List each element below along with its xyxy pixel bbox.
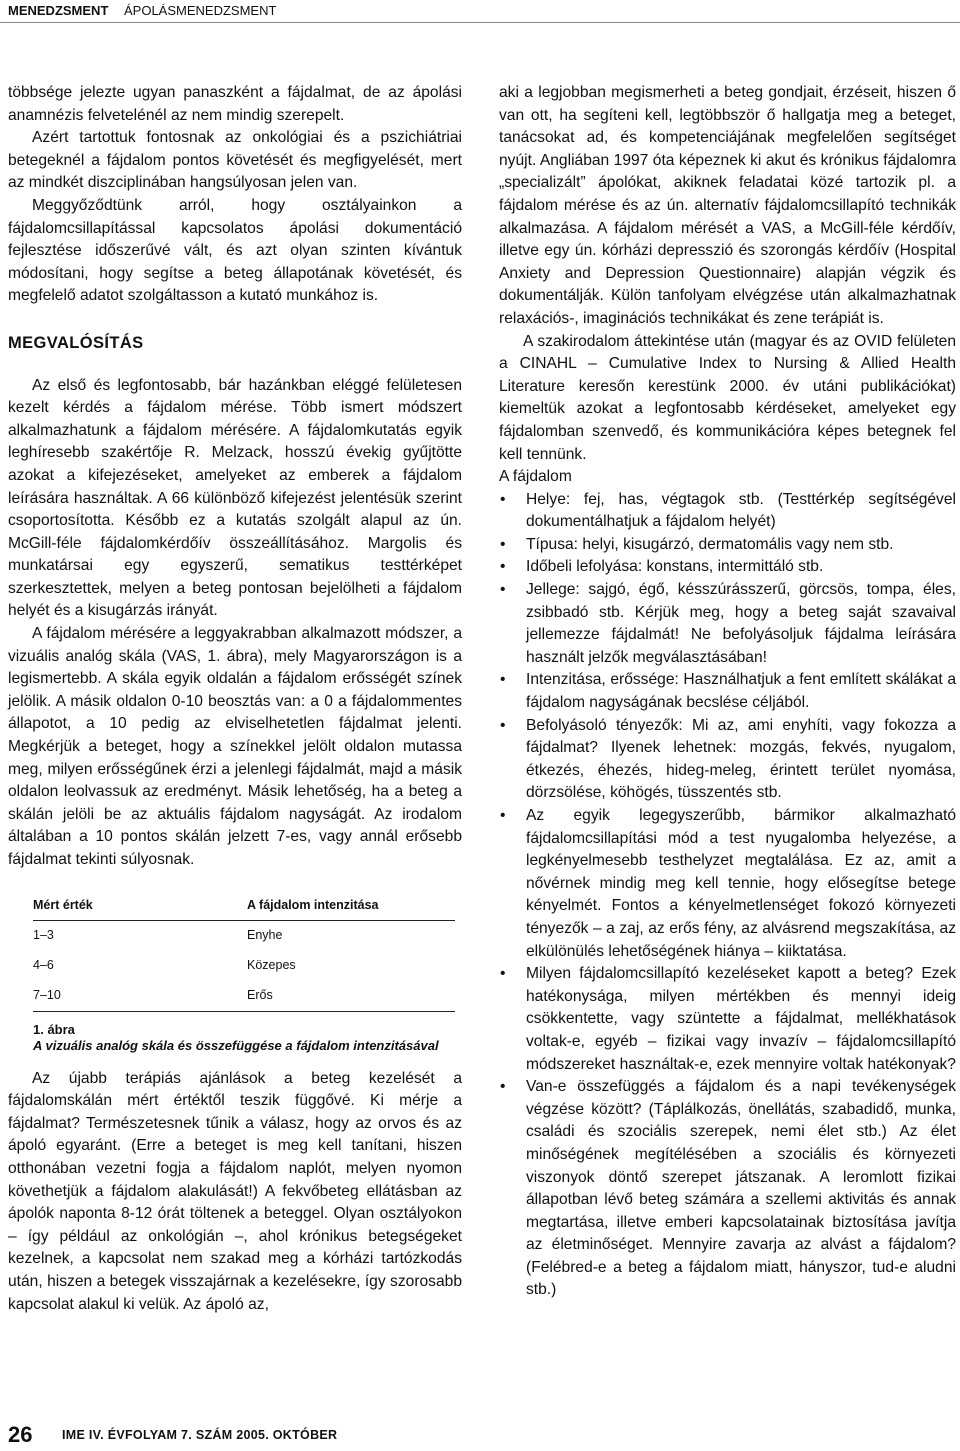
vas-value: 4–6 — [33, 958, 54, 973]
journal-info: IME IV. ÉVFOLYAM 7. SZÁM 2005. OKTÓBER — [62, 1428, 338, 1442]
right-column — [499, 82, 956, 1302]
vas-intensity: Enyhe — [247, 928, 283, 943]
list-item: • Időbeli lefolyása: konstans, intermittáló stb. — [499, 556, 956, 579]
list-item: • Intenzitása, erőssége: Használhatjuk a fent említett skálákat a fájdalom nagyságának becslése céljából. — [499, 669, 956, 714]
paragraph: A szakirodalom áttekintése után (magyar és az OVID felületen a CINAHL – Cumulative Index to Nursing & Allied Health Literature keresőn kerestünk 2000. év utáni publikációkat) kiemeltük azokat a legfontosabb kérdéseket, amelyeket egy fájdalomban szenvedő, és kommunikációra képes betegnek fel kell tennünk. — [499, 332, 956, 463]
paragraph: Az első és legfontosabb, bár hazánkban eléggé felületesen kezelt kérdés a fájdalom mérése. Több ismert módszert alkalmazhatunk a fájdalom mérésére. A fájdalomkutatás egyik leghíresebb szakértője R. Melzack, hosszú évekig gyűjtötte azokat a kifejezéseket, amelyeket az emberek a fájdalom leírására használtak. A 66 különböző kifejezést jelentésük szerint csoportosította. Később ez a kutatás szolgált alapul az ún. McGill-féle fájdalomkérdőív összeállításához. Margolis és munkatársai egy egyszerű, sematikus testtérképet szerkesztettek, melyen a beteg pontosan bejelölheti a fájdalom helyét és a kisugárzás irányát. — [8, 376, 462, 620]
header-section: MENEDZSMENT — [8, 3, 109, 18]
table-row — [33, 981, 455, 1012]
list-item: • Típusa: helyi, kisugárzó, dermatomális vagy nem stb. — [499, 534, 956, 557]
list-item: • Helye: fej, has, végtagok stb. (Testtérkép segítségével dokumentálhatjuk a fájdalom helyét) — [499, 489, 956, 534]
paragraph: többsége jelezte ugyan panaszként a fájdalmat, de az ápolási anamnézis felvetelénél az nem mindig szerepelt. — [8, 84, 462, 124]
table-row — [33, 951, 455, 981]
figure-vas-scale — [8, 892, 462, 1054]
list-heading: A fájdalom — [499, 468, 572, 486]
paragraph: Az újabb terápiás ajánlások a beteg kezelését a fájdalomskálán mért értéktől teszik függővé. Ki mérje a fájdalmat? Természetesnek tűnik a válasz, hogy az orvos és az ápoló egyaránt. (Erre a beteget is meg kell tanítani, hiszen otthonában vezetni fogja a fájdalom naplót, melyen nyomon követhetjük a fájdalom alakulását!) A fekvőbeteg ellátásban az ápolók naponta 8-12 órát töltenek a beteggel. Olyan osztályokon – így például az onkológián –, ahol krónikus betegségeket kezelnek, a kapcsolat nem szakad meg a kórházi tartózkodás után, hiszen a betegek visszajárnak a kezelésekre, így szorosabb kapcsolat alakul ki velük. Az ápoló az, — [8, 1069, 462, 1313]
left-column — [8, 82, 462, 1316]
figure-caption-text: A vizuális analóg skála és összefüggése a fájdalom intenzitásával — [33, 1037, 439, 1053]
list-item: • Az egyik legegyszerűbb, bármikor alkalmazható fájdalomcsillapítási mód a test nyugalomba helyezése, a legkényelmesebb testhelyzet megtalálása. Ez az, amit a nővérnek mindig meg kell tennie, hogy elősegítse betege kényelmét. Fontos a kényelmetlenséget fokozó környezeti tényezők – a zaj, az erős fény, az alvásrend megszakítása, az elkülönülés lehetőségének hiánya – kiiktatása. — [499, 805, 956, 963]
paragraph: A fájdalom mérésére a leggyakrabban alkalmazott módszer, a vizuális analóg skála (VAS, 1. ábra), mely Magyarországon is a legismertebb. A skála egyik oldalán a fájdalom erősségét színek jelölik. A másik oldalon 0-10 beosztás van: a 0 a fájdalommentes állapotot, a 10 pedig az elviselhetetlen fájdalmat jelenti. Megkérjük a beteget, hogy a színekkel jelölt oldalon mutassa meg, milyen erősségűnek érzi a jelenlegi fájdalmát, majd a másik oldalon leolvassuk az eredményt. Másik lehetőség, ha a beteg a skálán jelöli be az aktuális fájdalom nagyságát. Az irodalom általában a 10 pontos skálán jelzett 7-es, vagy annál erősebb fájdalmat tekinti súlyosnak. — [8, 625, 462, 868]
vas-value: 7–10 — [33, 981, 247, 1012]
header-subsection: ÁPOLÁSMENEDZSMENT — [124, 3, 277, 18]
list-item: • Jellege: sajgó, égő, késszúrásszerű, görcsös, tompa, éles, zsibbadó stb. Kérjük meg, hogy a beteg saját szavaival jellemezze fájdalmát! Ne befolyásoljuk fájdalma leírására használt jelzők megválasztásában! — [499, 579, 956, 669]
paragraph: Meggyőződtünk arról, hogy osztályainkon a fájdalomcsillapítással kapcsolatos ápolási dokumentáció fejlesztése időszerűvé vált, és azt olyan szinten kívántuk módosítani, hogy segítse a beteg állapotának követését, és megfelelő adatot szolgáltasson a kutató munkához is. — [8, 196, 462, 305]
bullet-list — [499, 489, 956, 1302]
vas-intensity: Erős — [247, 981, 455, 1012]
section-title: MEGVALÓSÍTÁS — [8, 333, 144, 352]
vas-col-header-value: Mért érték — [33, 898, 93, 913]
figure-caption — [33, 1022, 462, 1054]
vas-table — [33, 892, 455, 1012]
vas-intensity: Közepes — [247, 958, 296, 973]
list-item: • Befolyásoló tényezők: Mi az, ami enyhíti, vagy fokozza a fájdalmat? Ilyenek lehetnek: mozgás, fekvés, nyugalom, étkezés, éhezés, hideg-meleg, érintett terület nyomása, dörzsölése, köhögés, tüsszentés stb. — [499, 715, 956, 805]
list-item: • Milyen fájdalomcsillapító kezeléseket kapott a beteg? Ezek hatékonysága, milyen mértékben és mennyi ideig csökkentette, vagy szüntette a fájdalmat, mellékhatások voltak-e, egyéb – fizikai vagy invazív – fájdalomcsillapító módszereket használtak-e, ezek mennyire voltak hatékonyak? — [499, 963, 956, 1076]
figure-caption-label: 1. ábra — [33, 1021, 75, 1037]
page-number: 26 — [8, 1422, 33, 1447]
page-footer — [0, 1420, 960, 1451]
paragraph: aki a legjobban megismerheti a beteg gondjait, érzéseit, hiszen ő van ott, ha segíteni kell, legtöbbször ő hallgatja meg a beteget, tanácsokat ad, és kompetenciájának megfelelően segítséget nyújt. Angliában 1997 óta képeznek ki akut és krónikus fájdalomra „specializált” ápolókat, akiknek feladatai közé tartozik pl. a fájdalom mérése és az ún. alternatív fájdalomcsillapító technikák alkalmazása. A fájdalom mérését a VAS, a McGill-féle kérdőív, illetve egy ún. kórházi depresszió és szorongás kérdőív (Hospital Anxiety and Depression Questionnaire) alapján végzik és dokumentálják. Külön tanfolyam elvégzése után alkalmazhatnak relaxációs-, imaginációs technikákat és zene terápiát is. — [499, 84, 956, 327]
paragraph: Azért tartottuk fontosnak az onkológiai és a pszichiátriai betegeknél a fájdalom pontos követését és megfigyelését, mert az mindkét diszciplinában hangsúlyosan jelen van. — [8, 129, 462, 192]
running-header — [0, 0, 960, 22]
header-rule — [0, 22, 960, 23]
list-item: • Van-e összefüggés a fájdalom és a napi tevékenységek végzése között? (Táplálkozás, önellátás, szabadidő, munka, családi és szociális szerepek, nemi élet stb.) Az élet minőségének megítélésében a szociális és környezeti viszonyok döntő szerepet játszanak. A leromlott fizikai állapotban lévő beteg számára a szellemi aktivitás és annak megtartása, illetve emberi kapcsolatainak biztosítása javítja az életminőséget. Mennyire zavarja az alvást a fájdalom? (Felébred-e a beteg a fájdalom miatt, hányszor, tud-e aludni stb.) — [499, 1076, 956, 1302]
table-row — [33, 920, 455, 951]
vas-col-header-intensity: A fájdalom intenzitása — [247, 898, 379, 913]
vas-value: 1–3 — [33, 928, 54, 943]
